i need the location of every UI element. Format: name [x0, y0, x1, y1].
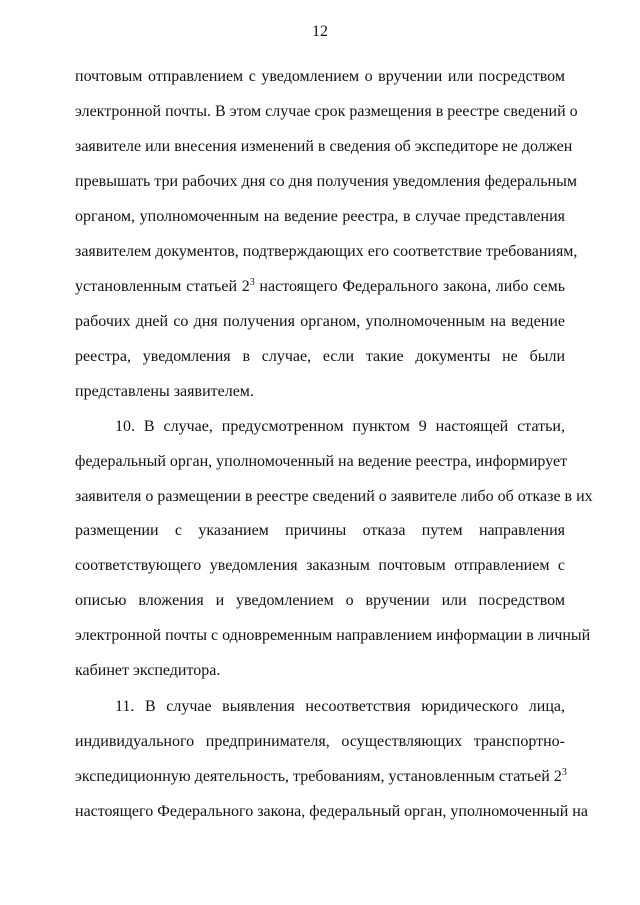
text-line: почтовым отправлением с уведомлением о вручении или посредством	[75, 68, 565, 85]
text-line: заявителем документов, подтверждающих его соответствие требованиям,	[75, 243, 578, 260]
text-line: кабинет экспедитора.	[75, 662, 221, 679]
text-line	[75, 277, 565, 297]
text-line: индивидуального предпринимателя, осуществляющих транспортно-	[75, 733, 565, 750]
text-line: соответствующего уведомления заказным почтовым отправлением с	[75, 557, 565, 574]
superscript: 3	[249, 277, 255, 288]
page-number: 12	[312, 23, 328, 40]
text-line: заявителе или внесения изменений в сведения об экспедиторе не должен	[75, 138, 573, 155]
text-line: рабочих дней со дня получения органом, уполномоченным на ведение	[75, 313, 565, 330]
text-line: реестра, уведомления в случае, если такие документы не были	[75, 348, 565, 365]
superscript: 3	[561, 767, 567, 778]
text-fragment: настоящего Федерального закона, либо семь	[254, 278, 565, 295]
text-line: превышать три рабочих дня со дня получения уведомления федеральным	[75, 173, 577, 190]
text-line: заявителя о размещении в реестре сведений о заявителе либо об отказе в их	[75, 488, 593, 505]
text-line: описью вложения и уведомлением о вручении или посредством	[75, 592, 565, 609]
paragraph-start-line: 10. В случае, предусмотренном пунктом 9 настоящей статьи,	[115, 418, 565, 435]
text-line: электронной почты. В этом случае срок размещения в реестре сведений о	[75, 103, 578, 120]
paragraph-start-line: 11. В случае выявления несоответствия юридического лица,	[115, 698, 565, 715]
text-line	[75, 767, 565, 787]
text-fragment: установленным статьей 2	[75, 278, 250, 295]
text-fragment: экспедиционную деятельность, требованиям, установленным статьей 2	[75, 768, 562, 785]
text-line: настоящего Федерального закона, федеральный орган, уполномоченный на	[75, 803, 588, 820]
text-line: представлены заявителем.	[75, 383, 254, 400]
text-line: электронной почты с одновременным направлением информации в личный	[75, 627, 591, 644]
text-line: органом, уполномоченным на ведение реестра, в случае представления	[75, 208, 565, 225]
text-line: размещении с указанием причины отказа путем направления	[75, 522, 565, 539]
text-line: федеральный орган, уполномоченный на ведение реестра, информирует	[75, 453, 568, 470]
